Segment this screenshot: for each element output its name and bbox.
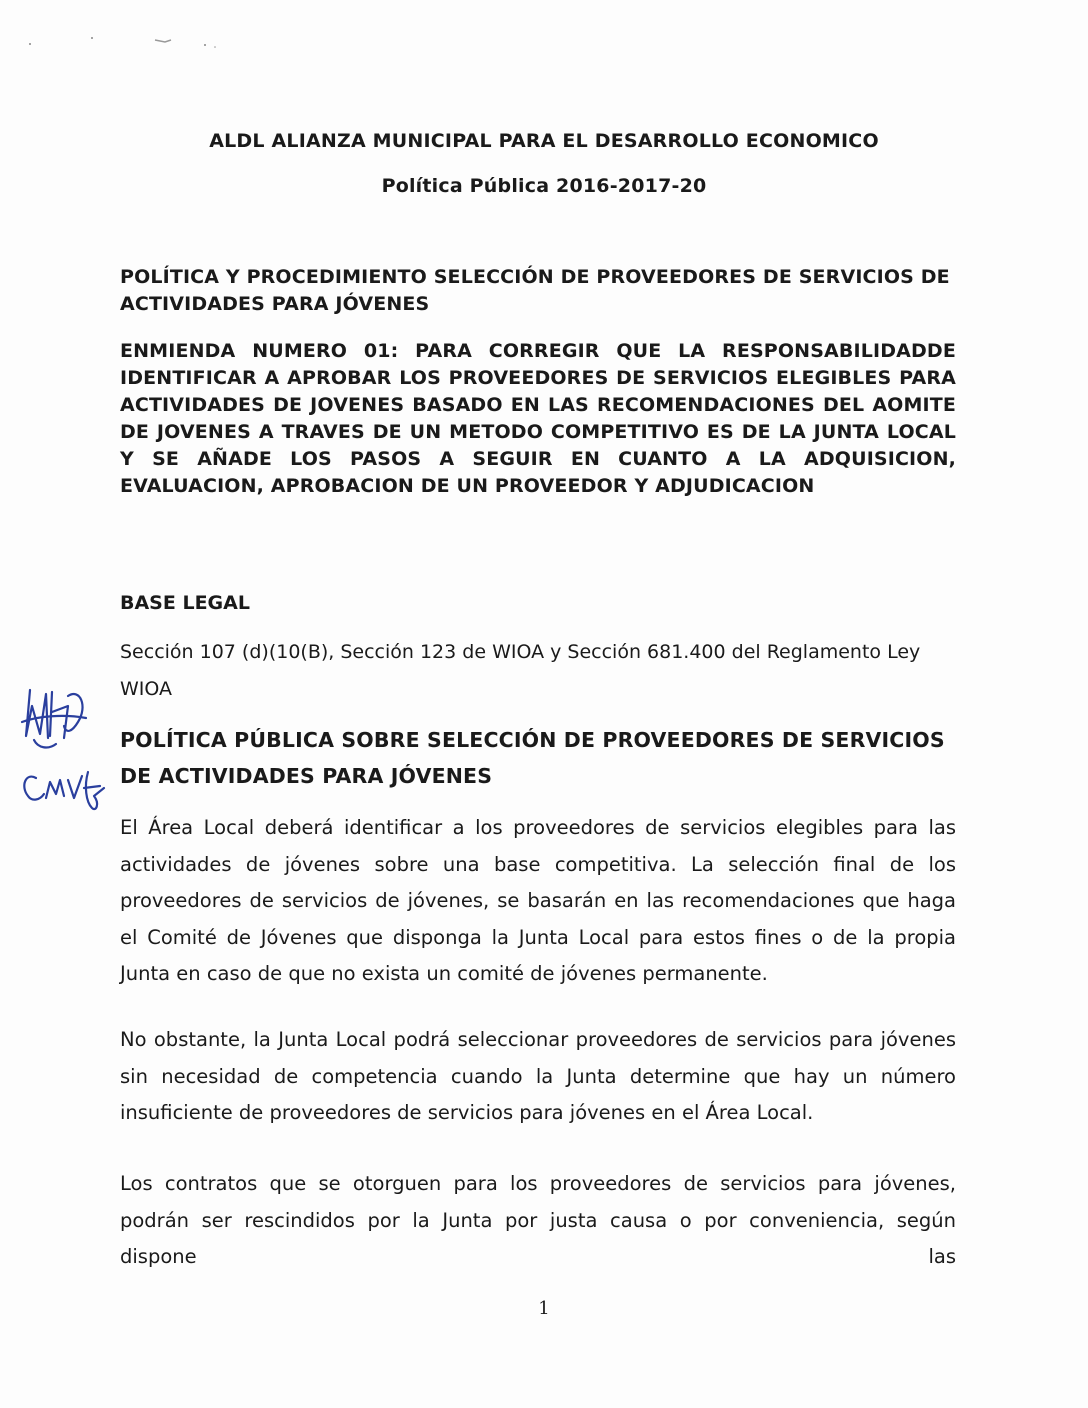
handwritten-signature <box>8 676 120 826</box>
document-title: POLÍTICA Y PROCEDIMIENTO SELECCIÓN DE PROVEEDORES DE SERVICIOS DE ACTIVIDADES PARA JÓVENES <box>120 266 950 315</box>
organization-heading: ALDL ALIANZA MUNICIPAL PARA EL DESARROLLO ECONOMICO <box>209 130 879 152</box>
policy-period-heading: Política Pública 2016-2017-20 <box>381 175 707 197</box>
base-legal-heading: BASE LEGAL <box>120 592 250 614</box>
paragraph-3: Los contratos que se otorguen para los proveedores de servicios para jóvenes, podrán ser rescindidos por la Junta por justa causa o por conveniencia, según dispone las <box>120 1172 956 1268</box>
paragraph-2: No obstante, la Junta Local podrá seleccionar proveedores de servicios para jóvenes sin necesidad de competencia cuando la Junta determine que hay un número insuficiente de proveedores de servicios para jóvenes en el Área Local. <box>120 1028 956 1124</box>
amendment-text: ENMIENDA NUMERO 01: PARA CORREGIR QUE LA RESPONSABILIDADDE IDENTIFICAR A APROBAR LOS PROVEEDORES DE SERVICIOS ELEGIBLES PARA ACTIVIDADES DE JOVENES BASADO EN LAS RECOMENDACIONES DEL AOMITE DE JOVENES A TRAVES DE UN METODO COMPETITIVO ES DE LA JUNTA LOCAL Y SE AÑADE LOS PASOS A SEGUIR EN CUANTO A LA ADQUISICION, EVALUACION, APROBACION DE UN PROVEEDOR Y ADJUDICACION <box>120 340 956 497</box>
page-number: 1 <box>538 1298 550 1319</box>
paragraph-1: El Área Local deberá identificar a los proveedores de servicios elegibles para las actividades de jóvenes sobre una base competitiva. La selección final de los proveedores de servicios de jóvenes, se basarán en las recomendaciones que haga el Comité de Jóvenes que disponga la Junta Local para estos fines o de la propia Junta en caso de que no exista un comité de jóvenes permanente. <box>120 816 956 985</box>
scan-artifacts <box>0 0 1088 70</box>
base-legal-text: Sección 107 (d)(10(B), Sección 123 de WIOA y Sección 681.400 del Reglamento Ley WIOA <box>120 641 921 700</box>
public-policy-heading: POLÍTICA PÚBLICA SOBRE SELECCIÓN DE PROVEEDORES DE SERVICIOS DE ACTIVIDADES PARA JÓVENES <box>120 728 945 788</box>
